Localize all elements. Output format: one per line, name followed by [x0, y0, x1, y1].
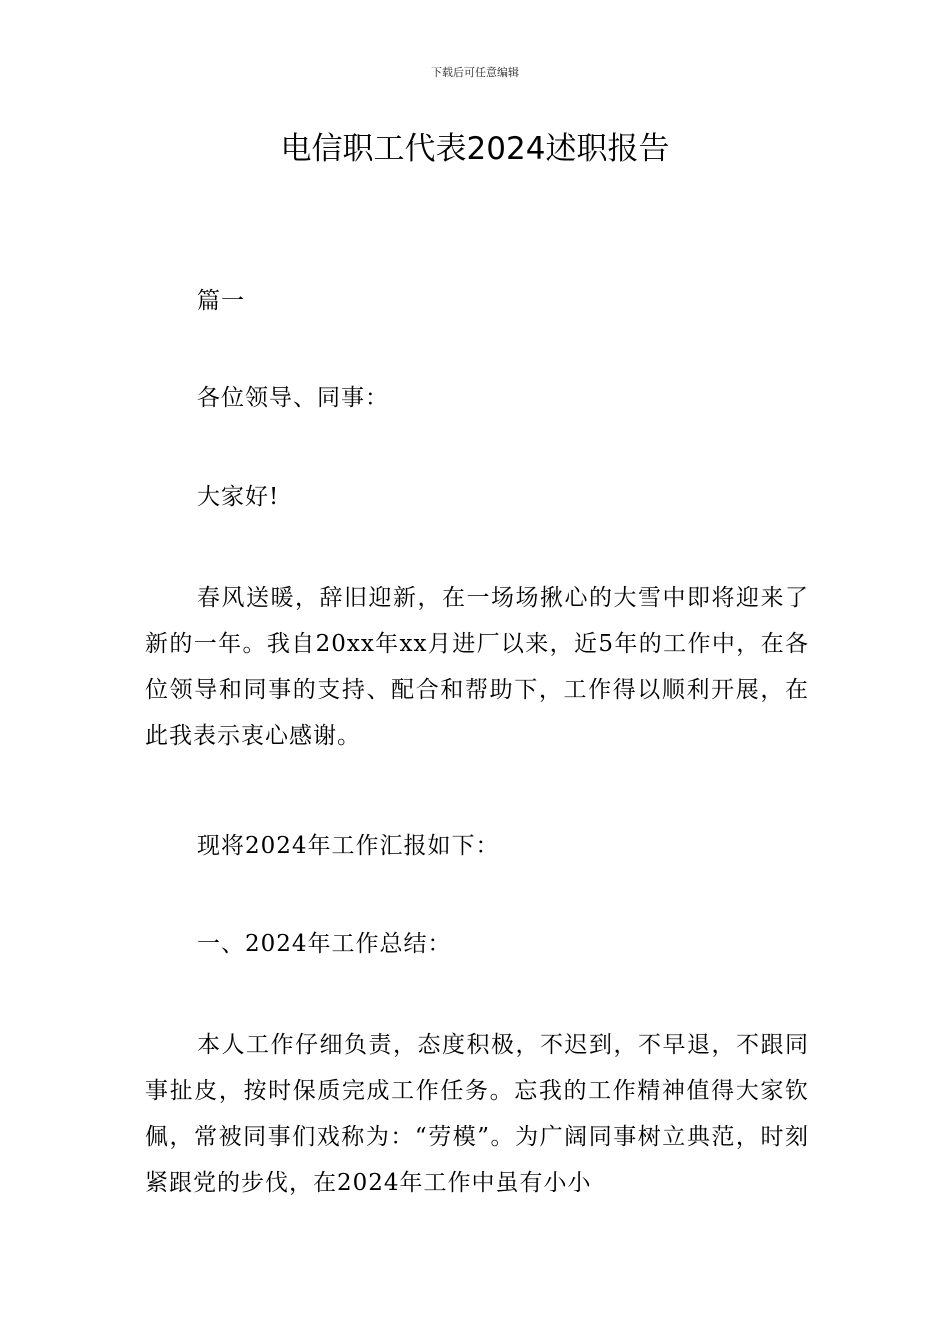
document-title: 电信职工代表2024述职报告: [280, 131, 670, 167]
greeting: 大家好!: [197, 484, 280, 510]
section-heading: 一、2024年工作总结：: [197, 931, 452, 957]
intro-paragraph: 春风送暖，辞旧迎新，在一场场揪心的大雪中即将迎来了新的一年。我自20xx年xx月进厂以来，近5年的工作中，在各位领导和同事的支持、配合和帮助下，工作得以顺利开展，在此我表示衷心感谢。: [145, 585, 809, 749]
salutation: 各位领导、同事：: [197, 385, 389, 411]
body-paragraph: 本人工作仔细负责，态度积极，不迟到，不早退，不跟同事扯皮，按时保质完成工作任务。忘我的工作精神值得大家钦佩，常被同事们戏称为：“劳模”。为广阔同事树立典范，时刻紧跟党的步伐，在2024年工作中虽有小小: [145, 1032, 809, 1196]
report-intro: 现将2024年工作汇报如下：: [197, 833, 500, 859]
header-note: 下载后可任意编辑: [431, 66, 519, 79]
section-label: 篇一: [197, 288, 245, 314]
